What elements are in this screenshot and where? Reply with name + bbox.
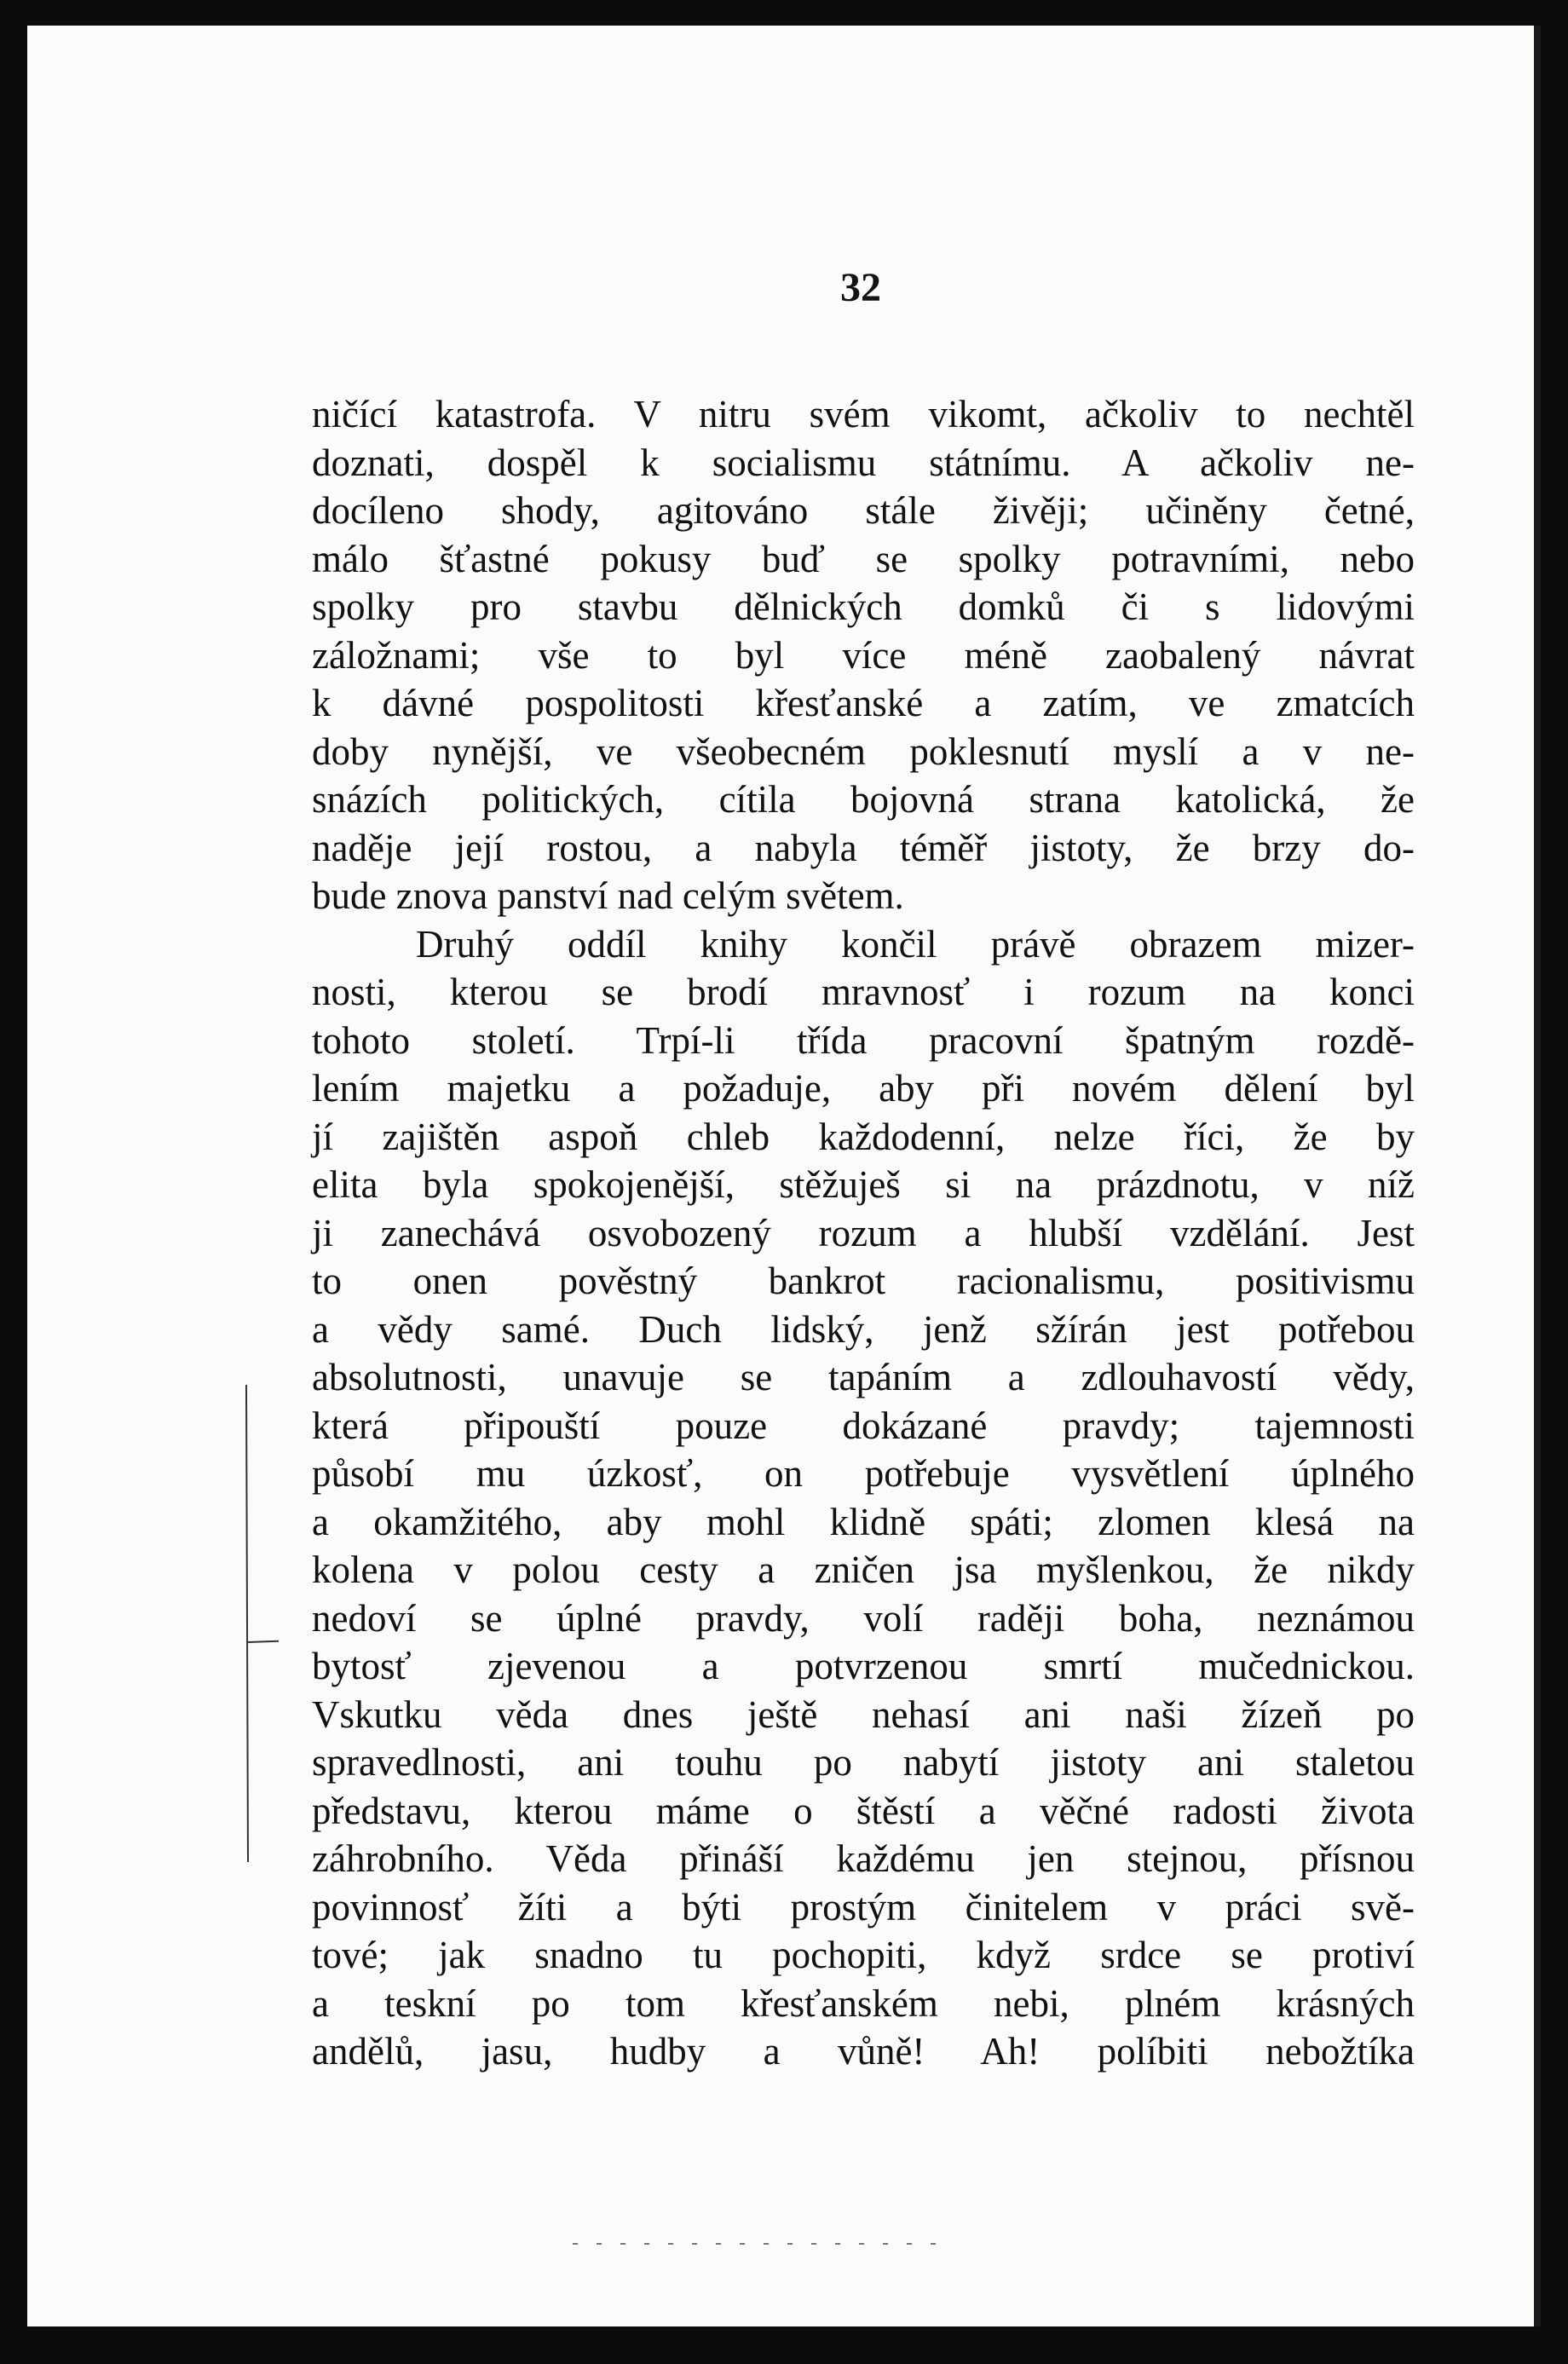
text-line: a okamžitého, aby mohl klidně spáti; zlomen klesá na [312, 1500, 1415, 1543]
text-line: ji zanechává osvobozený rozum a hlubší vzdělání. Jest [312, 1211, 1415, 1254]
text-line: a vědy samé. Duch lidský, jenž sžírán jest potřebou [312, 1307, 1415, 1351]
text-line: představu, kterou máme o štěstí a věčné radosti života [312, 1789, 1415, 1832]
text-line-paragraph-end: bude znova panství nad celým světem. [312, 874, 904, 917]
text-line: tové; jak snadno tu pochopiti, když srdce se protiví [312, 1934, 1415, 1976]
bottom-smudge-marks [573, 2240, 939, 2248]
text-line: Vskutku věda dnes ještě nehasí ani naši žízeň po [312, 1692, 1415, 1736]
text-line: lením majetku a požaduje, aby při novém dělení byl [312, 1067, 1415, 1110]
text-line: která připouští pouze dokázané pravdy; tajemnosti [312, 1404, 1415, 1447]
text-line: ničící katastrofa. V nitru svém vikomt, ačkoliv to nechtěl [312, 393, 1415, 435]
text-line: doznati, dospěl k socialismu státnímu. A ačkoliv ne- [312, 441, 1415, 484]
text-line: málo šťastné pokusy buď se spolky potravními, nebo [312, 537, 1415, 580]
text-line: spravedlnosti, ani touhu po nabytí jistoty ani staletou [312, 1741, 1415, 1784]
text-line: jí zajištěn aspoň chleb každodenní, nelze říci, že by [312, 1115, 1415, 1158]
text-line: absolutnosti, unavuje se tapáním a zdlouhavostí vědy, [312, 1356, 1415, 1398]
text-line: záhrobního. Věda přináší každému jen stejnou, přísnou [312, 1837, 1415, 1880]
text-line: záložnami; vše to byl více méně zaobalený návrat [312, 633, 1415, 677]
text-line: působí mu úzkosť, on potřebuje vysvětlení úplného [312, 1452, 1415, 1495]
body-text [312, 390, 1415, 2076]
text-line: doby nynější, ve všeobecném poklesnutí myslí a v ne- [312, 729, 1415, 773]
text-line: spolky pro stavbu dělnických domků či s lidovými [312, 585, 1415, 628]
text-line: andělů, jasu, hudby a vůně! Ah! políbiti nebožtíka [312, 2030, 1415, 2073]
book-page [27, 26, 1541, 2327]
text-line: snázích politických, cítila bojovná strana katolická, že [312, 778, 1415, 821]
text-line: naděje její rostou, a nabyla téměř jistoty, že brzy do- [312, 826, 1415, 869]
text-line: bytosť zjevenou a potvrzenou smrtí mučednickou. [312, 1645, 1415, 1687]
text-line: a teskní po tom křesťanském nebi, plném krásných [312, 1981, 1415, 2025]
text-line: nosti, kterou se brodí mravnosť i rozum na konci [312, 971, 1415, 1013]
text-line: docíleno shody, agitováno stále živěji; učiněny četné, [312, 489, 1415, 532]
text-line: povinnosť žíti a býti prostým činitelem v práci svě- [312, 1885, 1415, 1929]
text-line: kolena v polou cesty a zničen jsa myšlenkou, že nikdy [312, 1548, 1415, 1591]
text-line: elita byla spokojenější, stěžuješ si na prázdnotu, v níž [312, 1163, 1415, 1206]
text-line: k dávné pospolitosti křesťanské a zatím, ve zmatcích [312, 682, 1415, 724]
text-line: to onen pověstný bankrot racionalismu, positivismu [312, 1260, 1415, 1302]
margin-bracket-mark [245, 1385, 279, 1913]
text-line: nedoví se úplné pravdy, volí raději boha, neznámou [312, 1596, 1415, 1640]
page-number: 32 [840, 265, 881, 310]
text-line: tohoto století. Trpí-li třída pracovní špatným rozdě- [312, 1018, 1415, 1062]
text-line-paragraph-start: Druhý oddíl knihy končil právě obrazem mizer- [416, 922, 1415, 966]
